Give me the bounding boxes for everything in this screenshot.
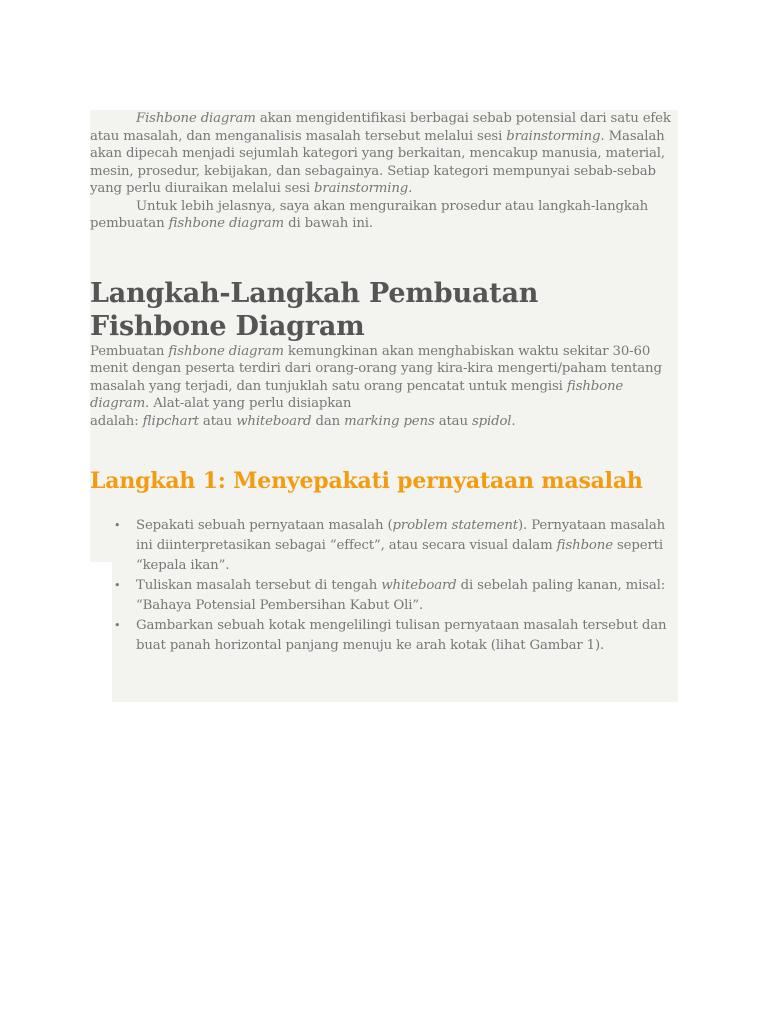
intro-p1-brainstorming-2: brainstorming	[314, 181, 409, 196]
intro-p2-text-b: di bawah ini.	[284, 216, 373, 231]
list-item	[114, 516, 678, 576]
intro-paragraph-1	[90, 110, 678, 198]
item-2-text-a: Tuliskan masalah tersebut di tengah	[136, 578, 382, 593]
item-1-text-c: seperti “kepala ikan”.	[136, 538, 663, 573]
main-heading: Langkah-Langkah Pembuatan Fishbone Diagram	[90, 277, 539, 342]
steps-intro-text-7: atau	[434, 413, 472, 429]
item-1-text-a: Sepakati sebuah pernyataan masalah (	[136, 518, 393, 533]
article-content	[90, 110, 678, 656]
steps-intro-text-3: . Alat-alat yang perlu disiapkan	[145, 396, 352, 411]
steps-intro-text-2: kemungkinan akan menghabiskan waktu sekitar 30-60 menit dengan peserta terdiri dari orang-orang yang kira-kira mengerti/paham tentang masalah yang terjadi, dan tunjuklah satu orang pencatat untuk mengisi	[90, 343, 662, 394]
steps-intro-flipchart: flipchart	[142, 413, 199, 429]
steps-intro-spidol: spidol	[471, 413, 512, 429]
intro-paragraph-2	[90, 198, 678, 233]
item-1-problem-statement: problem statement	[392, 518, 518, 533]
steps-intro-term-1: fishbone diagram	[168, 343, 284, 359]
bullet-icon: •	[114, 619, 121, 632]
bullet-icon: •	[114, 519, 121, 532]
steps-intro-text-5: atau	[198, 413, 237, 429]
intro-p2-term: fishbone diagram	[168, 216, 284, 231]
steps-intro-text-4: adalah:	[90, 413, 143, 429]
item-2-text-b: di sebelah paling kanan, misal: “Bahaya Potensial Pembersihan Kabut Oli”.	[136, 578, 666, 613]
steps-intro-paragraph	[90, 343, 678, 431]
item-1-fishbone: fishbone	[556, 538, 613, 553]
step-1-list	[90, 516, 678, 656]
steps-intro-text-8: .	[511, 413, 516, 429]
steps-intro-term-2: fishbone diagram	[90, 378, 624, 411]
list-item	[114, 616, 678, 656]
steps-intro-whiteboard: whiteboard	[236, 413, 312, 429]
item-2-whiteboard: whiteboard	[381, 578, 457, 593]
intro-p1-text-c: .	[408, 181, 413, 196]
steps-intro-marking-pens: marking pens	[344, 413, 435, 429]
intro-p1-text-a: akan mengidentifikasi berbagai sebab potensial dari satu efek atau masalah, dan menganalisis masalah tersebut melalui sesi	[90, 111, 671, 144]
intro-p1-term: Fishbone diagram	[136, 111, 256, 126]
step-1-heading: Langkah 1: Menyepakati pernyataan masalah	[90, 468, 643, 494]
steps-intro-text-6: dan	[311, 413, 345, 429]
intro-p1-brainstorming-1: brainstorming	[506, 128, 601, 144]
item-3-text: Gambarkan sebuah kotak mengelilingi tulisan pernyataan masalah tersebut dan buat panah horizontal panjang menuju ke arah kotak (lihat Gambar 1).	[136, 618, 667, 653]
bullet-icon: •	[114, 579, 121, 592]
intro-p2-text-a: Untuk lebih jelasnya, saya akan menguraikan prosedur atau langkah-langkah pembuatan	[90, 198, 649, 231]
list-item	[114, 576, 678, 616]
intro-p1-text-b: . Masalah akan dipecah menjadi sejumlah kategori yang berkaitan, mencakup manusia, material, mesin, prosedur, kebijakan, dan sebagainya. Setiap kategori mempunyai sebab-sebab yang perlu diuraikan melalui sesi	[90, 128, 665, 196]
item-1-text-b: ). Pernyataan masalah ini diinterpretasikan sebagai “effect”, atau secara visual dalam	[136, 518, 666, 553]
steps-intro-text-1: Pembuatan	[90, 343, 169, 359]
